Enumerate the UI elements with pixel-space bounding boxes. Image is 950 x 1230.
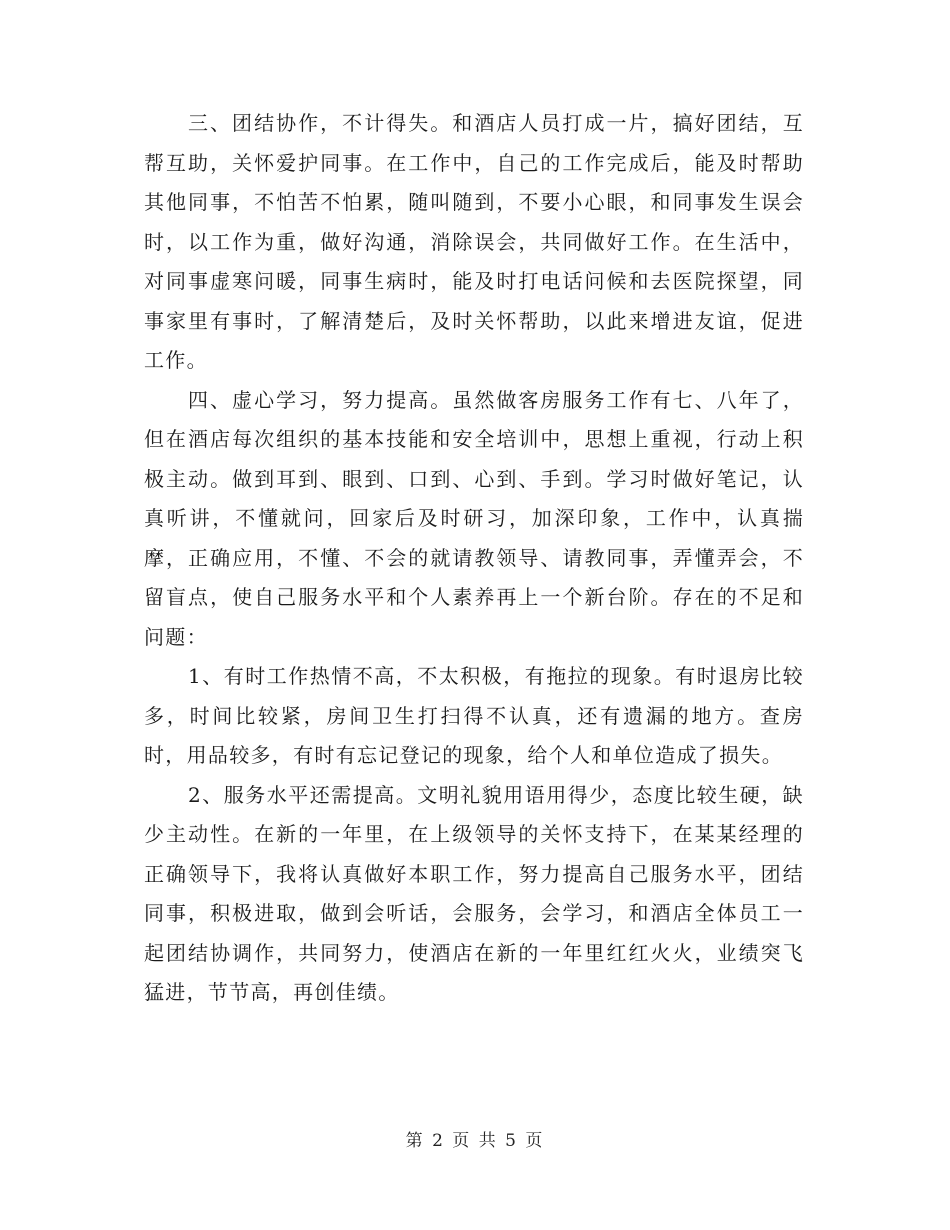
- paragraph-shortcoming-2: 2、服务水平还需提高。文明礼貌用语用得少，态度比较生硬，缺少主动性。在新的一年里，在上级领导的关怀支持下，在某某经理的正确领导下，我将认真做好本职工作，努力提高自己服务水平，团结同事，积极进取，做到会听话，会服务，会学习，和酒店全体员工一起团结协调作，共同努力，使酒店在新的一年里红红火火，业绩突飞猛进，节节高，再创佳绩。: [144, 782, 804, 1004]
- paragraph-learning: 四、虚心学习，努力提高。虽然做客房服务工作有七、八年了，但在酒店每次组织的基本技能和安全培训中，思想上重视，行动上积极主动。做到耳到、眼到、口到、心到、手到。学习时做好笔记，认真听讲，不懂就问，回家后及时研习，加深印象，工作中，认真揣摩，正确应用，不懂、不会的就请教领导、请教同事，弄懂弄会，不留盲点，使自己服务水平和个人素养再上一个新台阶。存在的不足和问题：: [144, 387, 804, 649]
- paragraph-solidarity: 三、团结协作，不计得失。和酒店人员打成一片，搞好团结，互帮互助，关怀爱护同事。在工作中，自己的工作完成后，能及时帮助其他同事，不怕苦不怕累，随叫随到，不要小心眼，和同事发生误会时，以工作为重，做好沟通，消除误会，共同做好工作。在生活中，对同事虚寒问暖，同事生病时，能及时打电话问候和去医院探望，同事家里有事时，了解清楚后，及时关怀帮助，以此来增进友谊，促进工作。: [144, 111, 804, 372]
- document-body: [144, 104, 804, 1013]
- page-number-footer: 第 2 页 共 5 页: [405, 1131, 545, 1151]
- paragraph-shortcoming-1: 1、有时工作热情不高，不太积极，有拖拉的现象。有时退房比较多，时间比较紧，房间卫生打扫得不认真，还有遗漏的地方。查房时，用品较多，有时有忘记登记的现象，给个人和单位造成了损失。: [144, 664, 804, 767]
